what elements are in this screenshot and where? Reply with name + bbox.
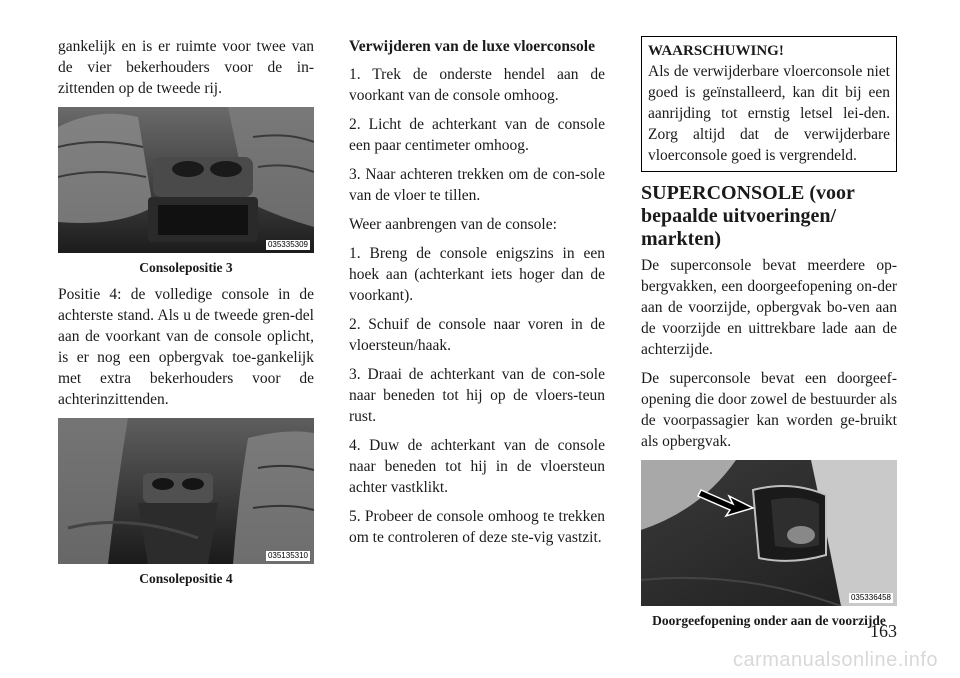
reinstall-heading: Weer aanbrengen van de console: (349, 216, 557, 233)
superconsole-paragraph: De superconsole bevat meerdere op-bergvakken, een doorgeefopening on-der aan de voorzijde, opbergvak bo-ven aan de voorzijde en uittrekbare lade aan de achterzijde. (641, 257, 897, 358)
step: 4. Duw de achterkant van de console naar beneden tot hij in de vloersteun achter vastklikt. (349, 437, 605, 496)
step: 5. Probeer de console omhoog te trekken om te controleren of deze ste-vig vastzit. (349, 508, 605, 546)
figure-code: 035336458 (850, 593, 891, 602)
column-right (641, 36, 897, 637)
column-middle (349, 36, 605, 556)
figure-caption: Doorgeefopening onder aan de voorzijde (652, 613, 886, 628)
figure-code: 035335309 (267, 240, 308, 249)
column-left (58, 36, 314, 595)
console-position-4-photo (58, 418, 314, 564)
step: 1. Breng de console enigszins in een hoek aan (achterkant iets hoger dan de voorkant). (349, 245, 605, 304)
section-heading: Verwijderen van de luxe vloerconsole (349, 38, 595, 55)
step: 2. Licht de achterkant van de console een paar centimeter omhoog. (349, 116, 605, 154)
superconsole-paragraph: De superconsole bevat een doorgeef-opening die door zowel de bestuurder als de voorpassagier kan worden ge-bruikt als opbergvak. (641, 370, 897, 450)
figure-caption: Consolepositie 3 (139, 260, 233, 275)
section-title: SUPERCONSOLE (voor bepaalde uitvoeringen/ markten) (641, 182, 855, 250)
watermark: carmanualsonline.info (732, 649, 938, 671)
step: 2. Schuif de console naar voren in de vloersteun/haak. (349, 316, 605, 354)
warning-title: WAARSCHUWING! (648, 43, 784, 59)
pass-through-opening-photo (641, 460, 897, 606)
step: 3. Naar achteren trekken om de con-sole van de vloer te tillen. (349, 166, 605, 204)
figure-code: 035135310 (267, 551, 308, 560)
step: 1. Trek de onderste hendel aan de voorkant van de console omhoog. (349, 66, 605, 104)
intro-paragraph: gankelijk en is er ruimte voor twee van de vier bekerhouders voor de in-zittenden op de tweede rij. (58, 38, 314, 97)
warning-body: Als de verwijderbare vloerconsole niet goed is geïnstalleerd, kan dit bij een aanrijding tot ernstig letsel lei-den. Zorg altijd dat de verwijderbare vloerconsole goed is vergrendeld. (648, 63, 890, 164)
figure-caption: Consolepositie 4 (139, 571, 233, 586)
console-position-3-photo (58, 107, 314, 253)
step: 3. Draai de achterkant van de con-sole naar beneden tot hij op de vloers-teun rust. (349, 366, 605, 425)
page-number: 163 (870, 621, 897, 641)
warning-box (641, 36, 897, 172)
position-4-paragraph: Positie 4: de volledige console in de achterste stand. Als u de tweede gren-del aan de voorkant van de console oplicht, is er nog een opbergvak toe-gankelijk met extra bekerhouders voor de achterinzittenden. (58, 286, 314, 408)
